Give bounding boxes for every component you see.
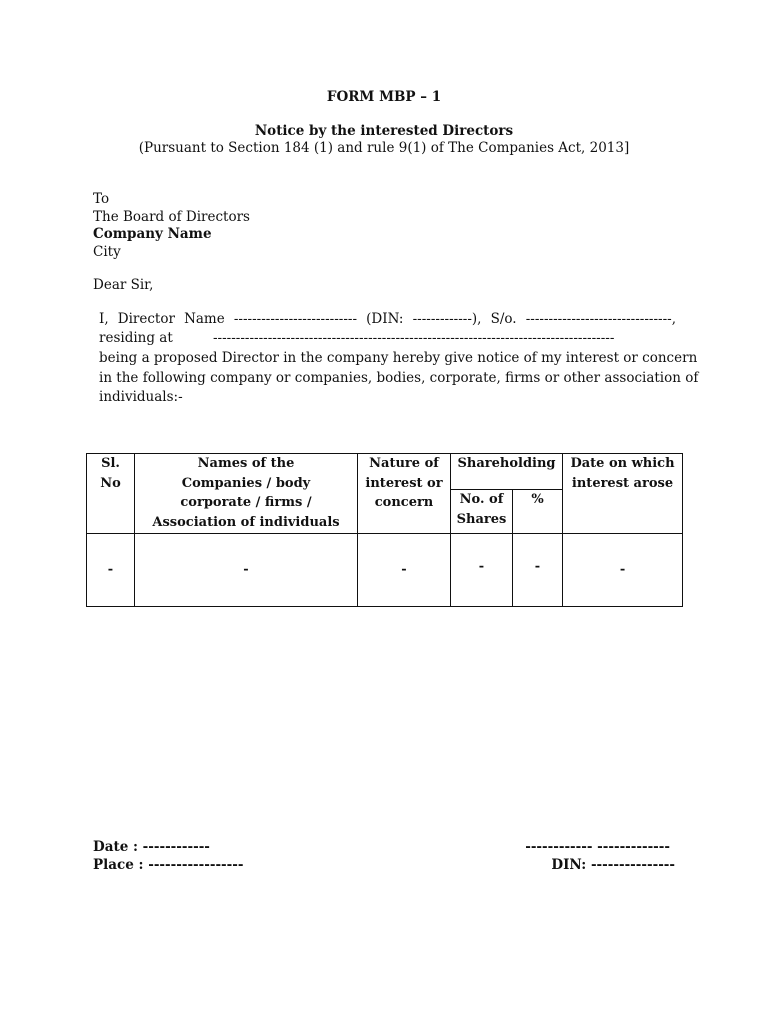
table-row <box>87 534 683 607</box>
cell-names: - <box>135 534 358 607</box>
body-line-3: being a proposed Director in the company hereby give notice of my interest or concern <box>99 350 698 366</box>
address-board: The Board of Directors <box>93 209 250 225</box>
header-percent: % <box>513 490 563 534</box>
interest-table <box>86 453 683 607</box>
body-line-5: individuals:- <box>99 389 183 405</box>
salutation: Dear Sir, <box>93 277 154 293</box>
cell-sl: - <box>87 534 135 607</box>
address-company: Company Name <box>93 226 212 242</box>
header-date: Date on which interest arose <box>563 454 683 534</box>
header-nature: Nature of interest or concern <box>358 454 451 534</box>
body-line-4: in the following company or companies, bodies, corporate, firms or other association of <box>99 370 699 386</box>
footer-signature: ------------ ------------- <box>525 839 670 855</box>
header-shareholding: Shareholding <box>451 454 563 490</box>
cell-nature: - <box>358 534 451 607</box>
cell-percent: - <box>513 534 563 607</box>
body-line-2-label: residing at <box>99 330 173 346</box>
notice-title: Notice by the interested Directors <box>254 123 514 139</box>
body-line-2-dashes: ---------------------------------------------------------------------------------------- <box>213 330 615 346</box>
header-names: Names of the Companies / body corporate / firms / Association of individuals <box>135 454 358 534</box>
address-to: To <box>93 191 110 207</box>
header-sl-no: Sl. No <box>87 454 135 534</box>
footer-date: Date : ------------ <box>93 839 210 855</box>
header-no-of-shares: No. of Shares <box>451 490 513 534</box>
pursuant-line: (Pursuant to Section 184 (1) and rule 9(1) of The Companies Act, 2013] <box>138 140 630 156</box>
cell-date: - <box>563 534 683 607</box>
footer-place: Place : ----------------- <box>93 857 244 873</box>
form-title: FORM MBP – 1 <box>326 89 442 105</box>
footer-din: DIN: --------------- <box>551 857 675 873</box>
cell-shares: - <box>451 534 513 607</box>
table-header-row <box>87 454 683 490</box>
body-line-1: I, Director Name --------------------------- (DIN: -------------), S/o. --------------------------------, <box>99 311 676 327</box>
address-city: City <box>93 244 121 260</box>
